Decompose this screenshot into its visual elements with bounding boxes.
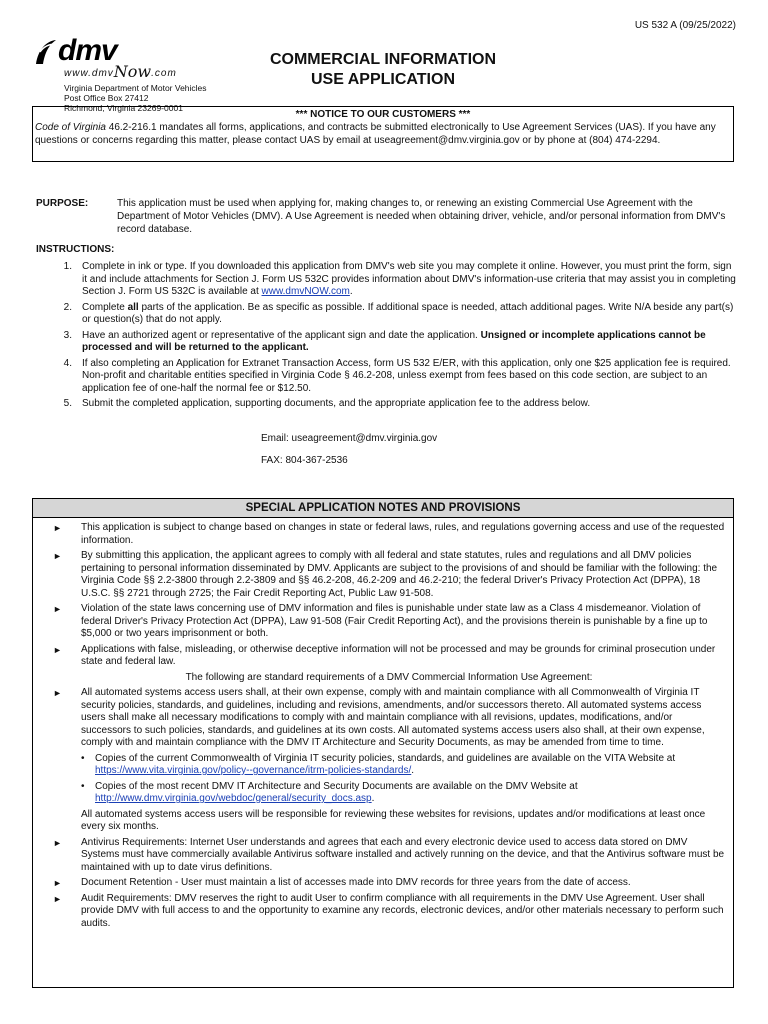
agency-po-box: Post Office Box 27412 xyxy=(64,93,149,103)
sub-item xyxy=(53,781,725,806)
provision-item xyxy=(53,893,725,931)
logo-com: .com xyxy=(151,68,177,79)
contact-fax: FAX: 804-367-2536 xyxy=(261,455,348,466)
instruction-item xyxy=(36,330,736,355)
instruction-text-part: Complete xyxy=(82,301,128,313)
purpose-section xyxy=(36,197,730,236)
sub-item-text xyxy=(95,753,725,778)
instruction-item xyxy=(36,302,736,327)
dot-bullet-icon: • xyxy=(81,780,85,792)
instruction-text-part: Complete in ink or type. If you downloaded this application from DMV's web site you may complete it online. However, you must print the form, sign it and include attachments for Section J. Form US 532C provides information about DMV's information-use criteria that may assist you in completing Section J. Form US 532C is available at xyxy=(82,261,736,297)
arrow-bullet-icon: ► xyxy=(53,604,62,614)
provision-item xyxy=(53,550,725,600)
instruction-text-part: parts of the application. Be as specific as possible. If additional space is needed, attach additional pages. Write N/A beside any part(s) or question(s) that do not apply. xyxy=(82,301,734,325)
notice-code-ref: Code of Virginia xyxy=(35,122,106,133)
instruction-text xyxy=(82,302,736,327)
instruction-number: 4. xyxy=(63,357,72,369)
purpose-label: PURPOSE: xyxy=(36,198,89,209)
instruction-text-part: . xyxy=(349,286,353,297)
arrow-bullet-icon: ► xyxy=(53,837,62,848)
instruction-number: 1. xyxy=(63,261,72,272)
title-line-1: COMMERCIAL INFORMATION xyxy=(269,51,497,68)
provision-text: Violation of the state laws concerning use of DMV information and files is punishable under state law as a Class 4 misdemeanor. Violation of federal Driver's Privacy Protection Act (DPPA), Law 91-508 (Fair Credit Reporting Act), and the provisions therein is punishable by a fine up to $5,000 or two years imprisonment or both. xyxy=(81,603,708,639)
form-number: US 532 A (09/25/2022) xyxy=(634,20,736,31)
standard-requirements-intro: The following are standard requirements of a DMV Commercial Information Use Agreement: xyxy=(185,671,593,683)
provision-text: Document Retention - User must maintain a list of accesses made into DMV records for three years from the date of access. xyxy=(81,877,631,888)
contact-email: Email: useagreement@dmv.virginia.gov xyxy=(261,433,438,444)
sub-item xyxy=(53,753,725,778)
logo-www: www.dmv xyxy=(64,68,114,79)
instruction-number: 2. xyxy=(63,301,72,313)
instructions-list xyxy=(36,261,736,414)
logo-dmv-text: dmv xyxy=(58,34,117,67)
notice-body: 46.2-216.1 mandates all forms, applications, and contracts be submitted electronically to Use Agreement Services (UAS). If you have any questions or concerns regarding this matter, please contact UAS by email at useagreement@dmv.virginia.gov or by phone at (804) 474-2294. xyxy=(35,122,716,146)
vita-policy-link[interactable]: https://www.vita.virginia.gov/policy--governance/itrm-policies-standards/ xyxy=(95,765,412,776)
instruction-text-part: Have an authorized agent or representative of the applicant sign and date the application. xyxy=(82,329,481,341)
dmvnow-link[interactable]: www.dmvNOW.com xyxy=(261,286,350,297)
provision-item xyxy=(53,837,725,875)
logo-now: Now xyxy=(113,62,152,81)
instruction-item xyxy=(36,358,736,396)
instruction-bold: Unsigned or incomplete applications cannot be processed and will be returned to the applicant. xyxy=(82,329,706,353)
arrow-bullet-icon: ► xyxy=(53,644,62,655)
provision-text: Applications with false, misleading, or otherwise deceptive information will not be processed and may be grounds for criminal prosecution under state and federal law. xyxy=(81,643,716,667)
sub-item-text-part: . xyxy=(411,765,415,776)
instruction-number: 5. xyxy=(63,398,72,409)
agency-name: Virginia Department of Motor Vehicles xyxy=(64,83,207,93)
instruction-text xyxy=(82,330,736,355)
instructions-heading: INSTRUCTIONS: xyxy=(36,244,115,255)
instruction-text: Submit the completed application, supporting documents, and the appropriate application fee to the address below. xyxy=(82,398,591,409)
notice-box xyxy=(32,106,734,162)
title-line-2: USE APPLICATION xyxy=(310,71,455,88)
special-provisions-body xyxy=(33,518,733,930)
sub-item-text-part: . xyxy=(371,793,375,804)
provision-text: This application is subject to change based on changes in state or federal laws, rules, and regulations governing access and use of the requested information. xyxy=(81,522,725,546)
provision-continuation: All automated systems access users will be responsible for reviewing these websites for revisions, updates and/or modifications at least once every six months. xyxy=(81,808,706,832)
notice-text xyxy=(35,121,731,147)
special-provisions-box xyxy=(32,498,734,988)
arrow-bullet-icon: ► xyxy=(53,551,62,561)
instruction-item xyxy=(36,261,736,299)
provision-text: All automated systems access users shall, at their own expense, comply with and maintain compliance with all Commonwealth of Virginia IT security policies, standards, and guidelines, including and revisions, amendments, and/or successors thereto. All automated systems access users shall make all necessary modifications to comply with and maintain compliance with all revisions, updates, modifications, and/or successors to such policies, standards, and guidelines at its own costs. All automated systems access users also shall, at their own expense, comply with and maintain compliance with the DMV IT Architecture and Security Documents, as may be amended from time to time. xyxy=(81,687,705,748)
provision-text: Antivirus Requirements: Internet User understands and agrees that each and every electronic device used to access data stored on DMV Systems must have commercially available Antivirus software installed and actively running on the device, and that the Antivirus software must be maintained with up to date virus definitions. xyxy=(81,836,725,873)
provision-text: By submitting this application, the applicant agrees to comply with all federal and state statutes, rules and regulations and all DMV policies pertaining to personal information disseminated by DMV. Applicants are subject to the provisions of and should be familiar with the following: the Virginia Code §§ 2.2-3800 through 2.2-3809 and §§ 46.2-208, 46.2-209 and 46.2-210; the federal Driver's Privacy Protection Act (DPPA), 18 U.S.C. §§ 2721 through 2725; the Fair Credit Reporting Act, Public Law 91-508. xyxy=(81,550,718,599)
dmv-logo xyxy=(34,34,224,113)
instruction-text: If also completing an Application for Extranet Transaction Access, form US 532 E/ER, with this application, only one $25 application fee is required. Non-profit and charitable entities specified in Virginia Code § 46.2-208, unless exempt from fees based on this code section, are subject to an application fee of one-half the normal fee or $12.50. xyxy=(82,357,731,394)
purpose-text: This application must be used when applying for, making changes to, or renewing an existing Commercial Use Agreement with the Department of Motor Vehicles (DMV). A Use Agreement is needed when obtaining driver, vehicle, and/or personal information from DMV's record database. xyxy=(117,198,726,235)
provision-text: Audit Requirements: DMV reserves the right to audit User to confirm compliance with all requirements in the DMV Use Agreement. User shall provide DMV with full access to and the opportunity to examine any records, electronic devices, and/or other materials necessary to perform such audits. xyxy=(81,892,724,929)
instruction-bold: all xyxy=(127,301,139,313)
swoosh-icon xyxy=(34,38,58,66)
provision-item xyxy=(53,603,725,641)
sub-item-text xyxy=(95,781,725,806)
arrow-bullet-icon: ► xyxy=(53,688,62,698)
provision-item xyxy=(53,644,725,669)
instruction-text xyxy=(82,261,736,299)
arrow-bullet-icon: ► xyxy=(53,893,62,904)
dot-bullet-icon: • xyxy=(81,752,85,764)
sub-item-text-part: Copies of the most recent DMV IT Architecture and Security Documents are available on the DMV Website at xyxy=(95,780,578,792)
instruction-number: 3. xyxy=(63,329,72,341)
page-title xyxy=(230,50,536,90)
agency-city: Richmond, Virginia 23269-0001 xyxy=(64,103,183,113)
notice-heading: *** NOTICE TO OUR CUSTOMERS *** xyxy=(295,109,471,120)
arrow-bullet-icon: ► xyxy=(53,523,62,533)
provision-item xyxy=(53,687,725,750)
sub-item-text-part: Copies of the current Commonwealth of Virginia IT security policies, standards, and guidelines are available on the VITA Website at xyxy=(95,752,676,764)
provision-item xyxy=(53,877,725,890)
instruction-item xyxy=(36,398,736,411)
special-provisions-heading: SPECIAL APPLICATION NOTES AND PROVISIONS xyxy=(33,499,733,518)
arrow-bullet-icon: ► xyxy=(53,878,62,888)
dmv-security-docs-link[interactable]: http://www.dmv.virginia.gov/webdoc/general/security_docs.asp xyxy=(95,793,372,804)
provision-item xyxy=(53,522,725,547)
